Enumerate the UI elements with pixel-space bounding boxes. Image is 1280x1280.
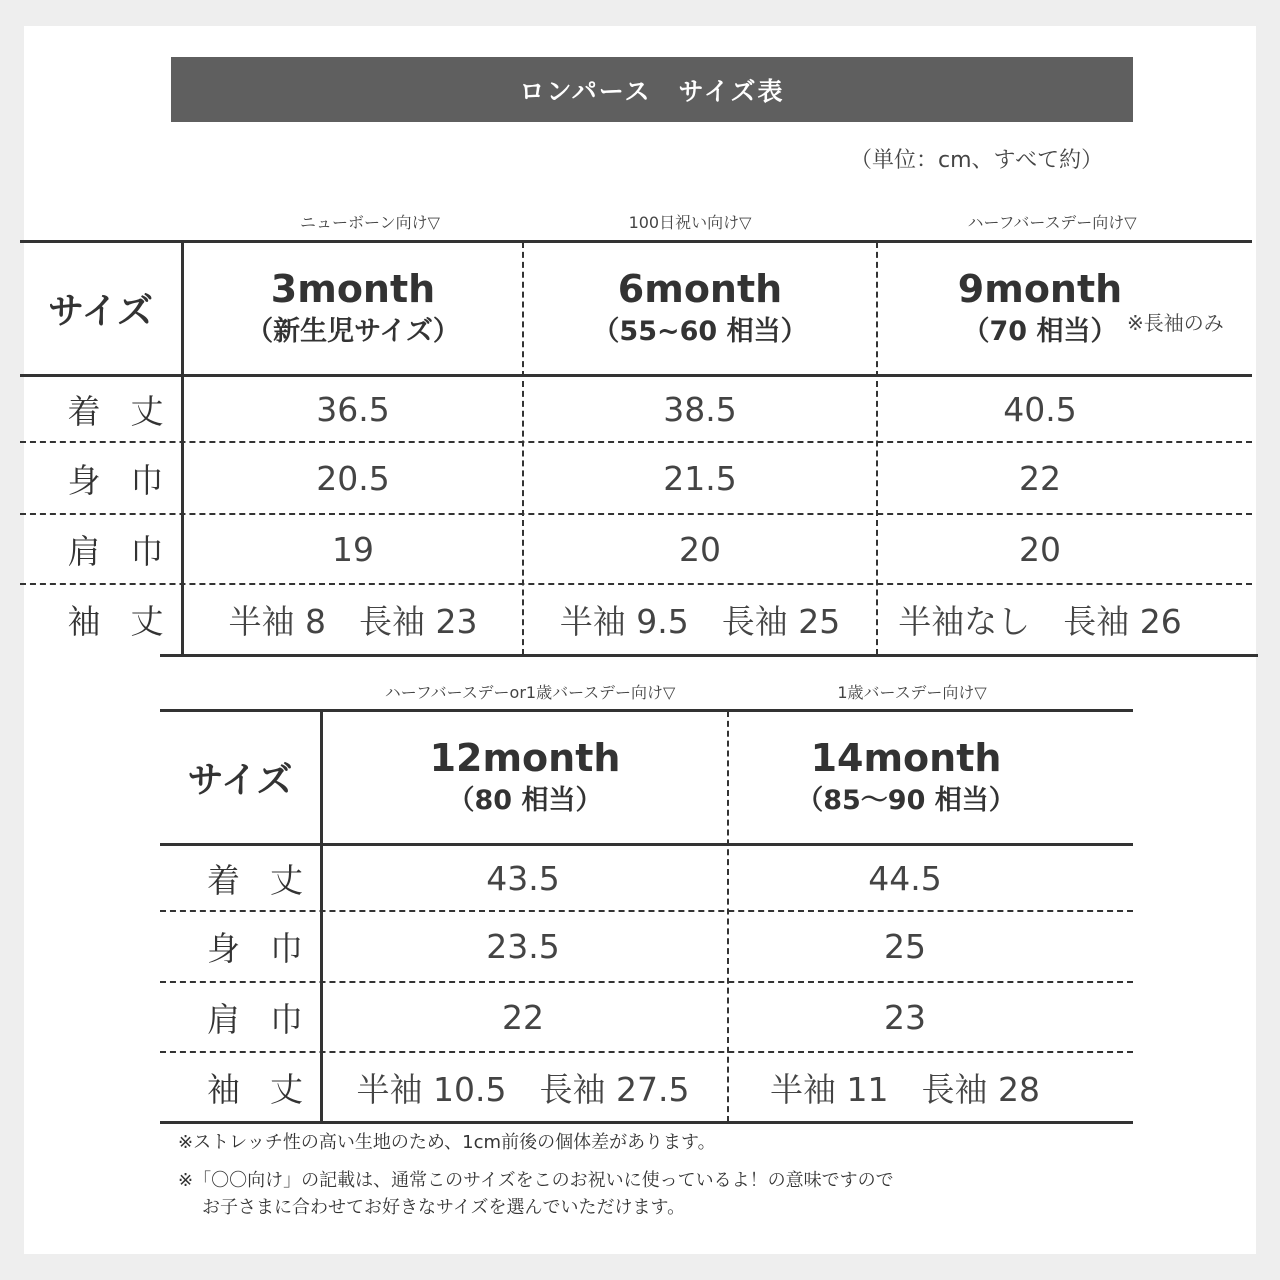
row-label-length: 着丈	[207, 860, 333, 900]
table-bottom-rule	[160, 654, 1258, 657]
row-label-body-width: 身巾	[67, 460, 194, 500]
column-name: 9month	[957, 266, 1123, 311]
value-cell: 43.5	[486, 858, 560, 898]
column-name: 3month	[270, 266, 436, 311]
column-subtitle: （85～90 相当）	[796, 784, 1016, 816]
value-cell: 40.5	[1003, 389, 1077, 429]
value-cell: 半袖 8 長袖 23	[228, 602, 478, 641]
value-cell: 23	[884, 997, 926, 1037]
row-label-sleeve: 袖丈	[207, 1069, 333, 1109]
column-tag-6month: 100日祝い向け▽	[628, 213, 752, 232]
row-label-sleeve: 袖丈	[67, 602, 194, 641]
column-subtitle: （新生児サイズ）	[246, 315, 460, 347]
column-subtitle: （80 相当）	[447, 784, 603, 816]
footnote-stretch: ※ストレッチ性の高い生地のため、1cm前後の個体差があります。	[178, 1132, 716, 1153]
column-header-3month	[184, 243, 522, 374]
value-cell: 半袖 10.5 長袖 27.5	[356, 1069, 690, 1109]
size-header-label: サイズ	[187, 760, 293, 801]
row-label-shoulder: 肩巾	[207, 999, 333, 1039]
value-cell: 22	[1019, 458, 1061, 498]
value-cell: 半袖 11 長袖 28	[770, 1069, 1040, 1109]
column-subtitle: （55~60 相当）	[592, 315, 808, 347]
row-label-body-width: 身巾	[207, 929, 333, 968]
footnote-recommendation-cont: お子さまに合わせてお好きなサイズを選んでいただけます。	[202, 1197, 686, 1218]
long-sleeve-only-note: ※長袖のみ	[1127, 311, 1224, 335]
column-tag-3month: ニューボーン向け▽	[300, 213, 440, 232]
value-cell: 20.5	[316, 458, 390, 498]
value-cell: 20	[1019, 529, 1061, 569]
value-cell: 36.5	[316, 389, 390, 429]
value-cell: 半袖なし 長袖 26	[898, 602, 1182, 641]
value-cell: 21.5	[663, 458, 737, 498]
value-cell: 23.5	[486, 927, 560, 966]
column-tag-12month: ハーフバースデーor1歳バースデー向け▽	[384, 683, 676, 702]
value-cell: 半袖 9.5 長袖 25	[559, 602, 841, 641]
column-header-6month	[524, 243, 876, 374]
value-cell: 20	[679, 529, 721, 569]
column-tag-14month: 1歳バースデー向け▽	[837, 683, 987, 702]
page-title: ロンパース サイズ表	[171, 57, 1133, 122]
table-bottom-rule	[160, 1121, 1133, 1124]
column-name: 14month	[810, 735, 1002, 780]
column-header-12month	[323, 712, 727, 843]
size-header-label: サイズ	[47, 291, 154, 332]
column-tag-9month: ハーフバースデー向け▽	[967, 213, 1137, 232]
column-name: 12month	[429, 735, 621, 780]
column-header-14month	[729, 712, 1083, 843]
row-label-length: 着丈	[67, 391, 194, 431]
value-cell: 38.5	[663, 389, 737, 429]
row-label-shoulder: 肩巾	[67, 531, 194, 571]
footnote-recommendation: ※「〇〇向け」の記載は、通常このサイズをこのお祝いに使っているよ！の意味ですので	[178, 1170, 894, 1191]
value-cell: 44.5	[868, 858, 942, 898]
value-cell: 22	[502, 997, 544, 1037]
value-cell: 19	[332, 529, 374, 569]
column-name: 6month	[617, 266, 783, 311]
unit-note: （単位：cm、すべて約）	[850, 148, 1104, 173]
value-cell: 25	[884, 927, 926, 966]
column-subtitle: （70 相当）	[962, 315, 1118, 347]
